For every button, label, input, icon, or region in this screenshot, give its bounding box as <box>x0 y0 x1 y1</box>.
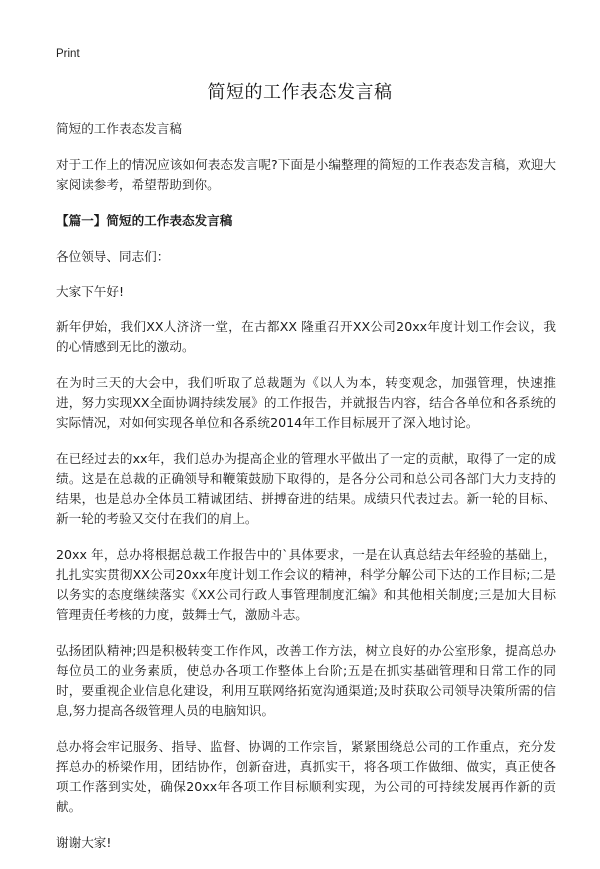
greeting: 各位领导、同志们： <box>56 249 170 264</box>
document-body <box>56 119 556 869</box>
intro-paragraph: 对于工作上的情况应该如何表态发言呢?下面是小编整理的简短的工作表态发言稿，欢迎大家阅读参考，希望帮助到你。 <box>56 157 556 192</box>
salutation: 大家下午好! <box>56 284 125 299</box>
section-heading: 【篇一】简短的工作表态发言稿 <box>56 213 233 228</box>
body-paragraph: 在已经过去的xx年，我们总办为提高企业的管理水平做出了一定的贡献，取得了一定的成绩。这是在总裁的正确领导和鞭策鼓励下取得的，是各分公司和总公司各部门大力支持的结果，也是总办全体员工精诚团结、拼搏奋进的结果。成绩只代表过去。新一轮的目标、新一轮的考验又交付在我们的肩上。 <box>56 451 556 526</box>
closing: 谢谢大家! <box>56 835 112 850</box>
body-paragraph: 新年伊始，我们XX人济济一堂，在古都XX 隆重召开XX公司20xx年度计划工作会议，我的心情感到无比的激动。 <box>56 319 556 354</box>
body-paragraph: 在为时三天的大会中，我们听取了总裁题为《以人为本，转变观念，加强管理，快速推进，努力实现XX全面协调持续发展》的工作报告，并就报告内容，结合各单位和各系统的实际情况，对如何实现各单位和各系统2014年工作目标展开了深入地讨论。 <box>56 375 556 430</box>
body-paragraph: 总办将会牢记服务、指导、监督、协调的工作宗旨，紧紧围绕总公司的工作重点，充分发挥总办的桥梁作用，团结协作，创新奋进，真抓实干，将各项工作做细、做实，真正使各项工作落到实处，确保20xx年各项工作目标顺利实现，为公司的可持续发展再作新的贡献。 <box>56 739 556 814</box>
document-subtitle: 简短的工作表态发言稿 <box>56 121 182 136</box>
body-paragraph: 20xx 年，总办将根据总裁工作报告中的`具体要求，一是在认真总结去年经验的基础上，扎扎实实贯彻XX公司20xx年度计划工作会议的精神，科学分解公司下达的工作目标;二是以务实的态度继续落实《XX公司行政人事管理制度汇编》和其他相关制度;三是加大目标管理责任考核的力度，鼓舞士气，激励斗志。 <box>56 547 556 622</box>
print-link[interactable]: Print <box>56 48 80 60</box>
page-title: 简短的工作表态发言稿 <box>207 82 393 103</box>
body-paragraph: 弘扬团队精神;四是积极转变工作作风，改善工作方法，树立良好的办公室形象，提高总办每位员工的业务素质，使总办各项工作整体上台阶;五是在抓实基础管理和日常工作的同时，要重视企业信息化建设，利用互联网络拓宽沟通渠道;及时获取公司领导决策所需的信息,努力提高各级管理人员的电脑知识。 <box>56 643 556 718</box>
